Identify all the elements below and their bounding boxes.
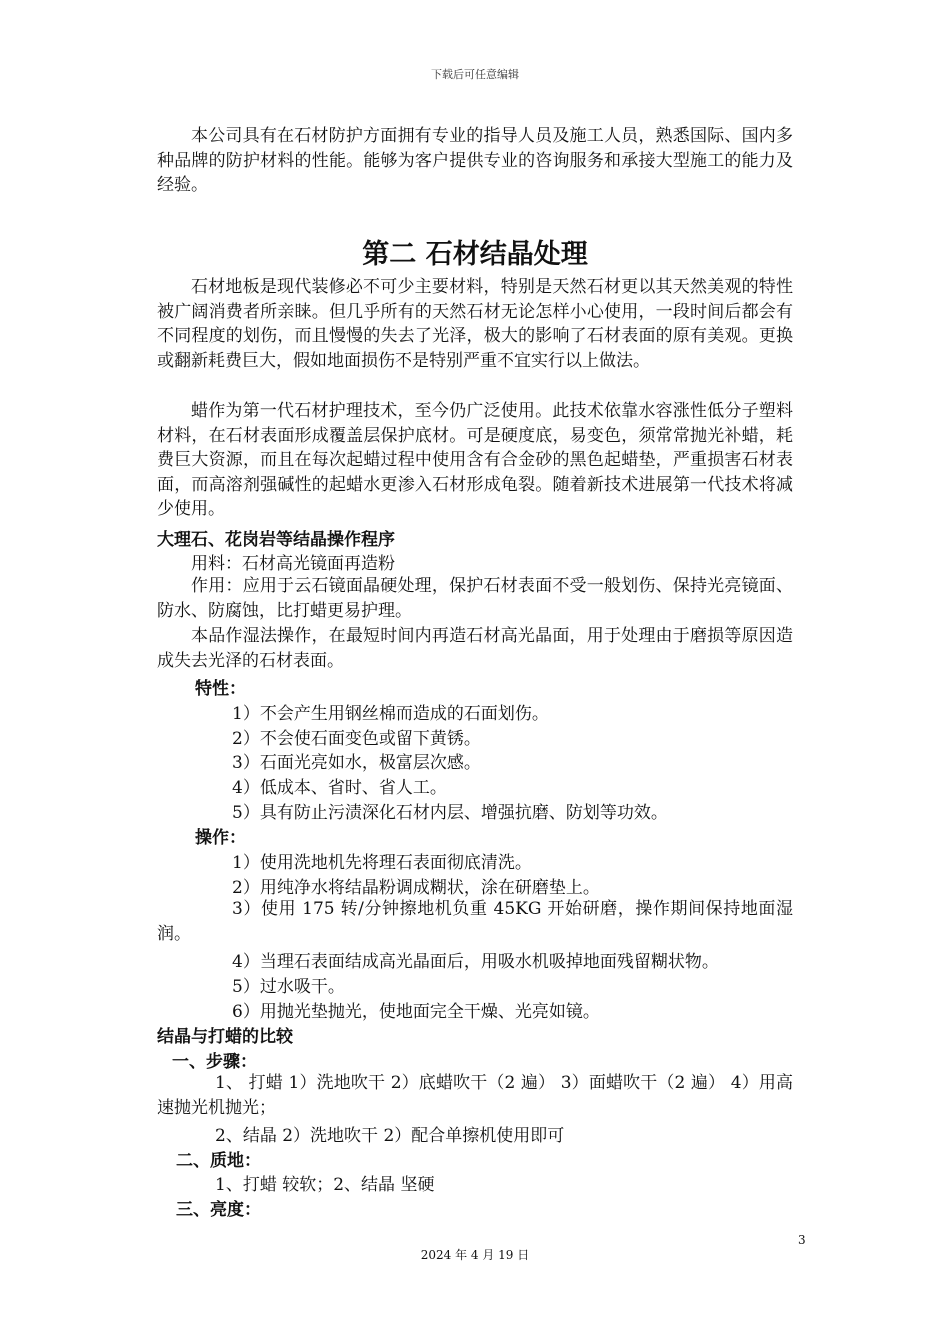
comparison-heading: 结晶与打蜡的比较 xyxy=(157,1027,293,1047)
usage-paragraph: 作用：应用于云石镜面晶硬处理，保护石材表面不受一般划伤、保持光亮镜面、防水、防腐蚀，比打蜡更易护理。 xyxy=(157,576,793,621)
texture-line: 1、打蜡 较软；2、结晶 坚硬 xyxy=(215,1175,435,1195)
material-line: 用料：石材高光镜面再造粉 xyxy=(191,554,395,574)
intro-paragraph: 本公司具有在石材防护方面拥有专业的指导人员及施工人员，熟悉国际、国内多种品牌的防护材料的性能。能够为客户提供专业的咨询服务和承接大型施工的能力及经验。 xyxy=(157,126,793,196)
feature-item: 4）低成本、省时、省人工。 xyxy=(232,778,447,798)
features-label: 特性： xyxy=(195,679,246,699)
description-paragraph: 本品作湿法操作，在最短时间内再造石材高光晶面，用于处理由于磨损等原因造成失去光泽的石材表面。 xyxy=(157,626,793,671)
page-number: 3 xyxy=(798,1233,806,1247)
section-title: 第二 石材结晶处理 xyxy=(362,239,588,270)
operation-step: 2）用纯净水将结晶粉调成糊状，涂在研磨垫上。 xyxy=(232,878,600,898)
operations-label: 操作： xyxy=(195,828,246,848)
brightness-label: 三、亮度： xyxy=(176,1200,261,1220)
feature-item: 3）石面光亮如水，极富层次感。 xyxy=(232,753,481,773)
procedure-heading: 大理石、花岗岩等结晶操作程序 xyxy=(157,530,395,550)
texture-label: 二、质地： xyxy=(176,1151,261,1171)
page-header-note: 下载后可任意编辑 xyxy=(431,68,519,81)
feature-item: 1）不会产生用钢丝棉而造成的石面划伤。 xyxy=(232,704,549,724)
feature-item: 2）不会使石面变色或留下黄锈。 xyxy=(232,729,481,749)
steps-wax: 1、 打蜡 1）洗地吹干 2）底蜡吹干（2 遍） 3）面蜡吹干（2 遍） 4）用高速抛光机抛光； xyxy=(157,1073,793,1118)
operation-step: 5）过水吸干。 xyxy=(232,977,345,997)
steps-label: 一、步骤： xyxy=(172,1052,257,1072)
feature-item: 5）具有防止污渍深化石材内层、增强抗磨、防划等功效。 xyxy=(232,803,668,823)
operation-step: 4）当理石表面结成高光晶面后，用吸水机吸掉地面残留糊状物。 xyxy=(232,952,719,972)
steps-crystal: 2、结晶 2）洗地吹干 2）配合单擦机使用即可 xyxy=(215,1126,565,1146)
operation-step: 6）用抛光垫抛光，使地面完全干燥、光亮如镜。 xyxy=(232,1002,600,1022)
footer-date: 2024 年 4 月 19 日 xyxy=(420,1248,530,1262)
operation-step: 3）使用 175 转/分钟擦地机负重 45KG 开始研磨，操作期间保持地面湿润。 xyxy=(157,899,793,944)
paragraph-wax: 蜡作为第一代石材护理技术，至今仍广泛使用。此技术依靠水容涨性低分子塑料材料，在石材表面形成覆盖层保护底材。可是硬度底，易变色，须常常抛光补蜡，耗费巨大资源，而且在每次起蜡过程中使用含有合金砂的黑色起蜡垫，严重损害石材表面，而高溶剂强碱性的起蜡水更渗入石材形成龟裂。随着新技术进展第一代技术将减少使用。 xyxy=(157,401,793,520)
paragraph-stone-floor: 石材地板是现代装修必不可少主要材料，特别是天然石材更以其天然美观的特性被广阔消费者所亲睐。但几乎所有的天然石材无论怎样小心使用，一段时间后都会有不同程度的划伤，而且慢慢的失去了光泽，极大的影响了石材表面的原有美观。更换或翻新耗费巨大，假如地面损伤不是特别严重不宜实行以上做法。 xyxy=(157,277,793,371)
operation-step: 1）使用洗地机先将理石表面彻底清洗。 xyxy=(232,853,532,873)
